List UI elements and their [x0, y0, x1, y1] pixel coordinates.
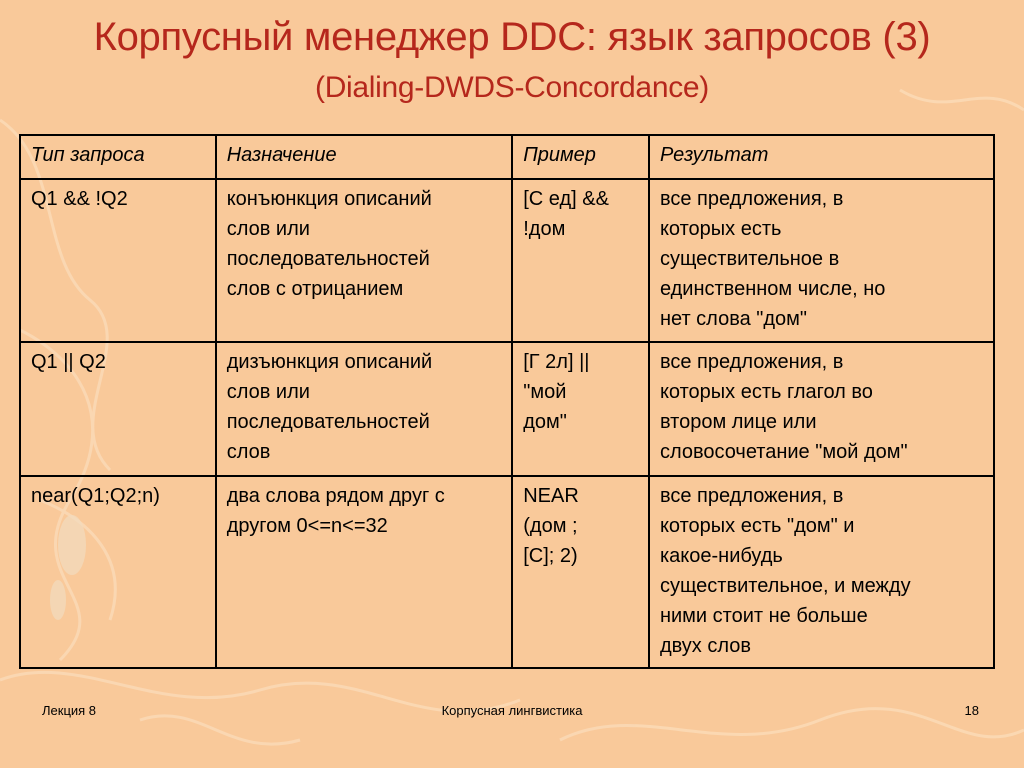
table-row: [20, 476, 994, 668]
cell-query-type: near(Q1;Q2;n): [20, 476, 216, 668]
cell-purpose: конъюнкция описаний слов или последовательностей слов с отрицанием: [216, 179, 513, 342]
cell-query-type: Q1 && !Q2: [20, 179, 216, 342]
header-query-type: Тип запроса: [20, 135, 216, 179]
slide-title: Корпусный менеджер DDC: язык запросов (3): [93, 15, 931, 59]
header-example: Пример: [512, 135, 649, 179]
cell-result: все предложения, в которых есть существительное в единственном числе, но нет слова "дом": [649, 179, 994, 342]
table-row: [20, 179, 994, 342]
table-row: [20, 342, 994, 476]
slide-subtitle: (Dialing-DWDS-Concordance): [315, 71, 709, 104]
cell-result: все предложения, в которых есть глагол во втором лице или словосочетание "мой дом": [649, 342, 994, 476]
footer-page-number: 18: [964, 703, 979, 718]
header-result: Результат: [649, 135, 994, 179]
cell-example: NEAR (дом ; [С]; 2): [512, 476, 649, 668]
cell-example: [С ед] && !дом: [512, 179, 649, 342]
table-header-row: [20, 135, 994, 179]
header-purpose: Назначение: [216, 135, 513, 179]
cell-purpose: два слова рядом друг с другом 0<=n<=32: [216, 476, 513, 668]
query-types-table: [19, 134, 995, 669]
cell-result: все предложения, в которых есть "дом" и какое-нибудь существительное, и между ними стоит не больше двух слов: [649, 476, 994, 668]
cell-purpose: дизъюнкция описаний слов или последовательностей слов: [216, 342, 513, 476]
cell-example: [Г 2л] || "мой дом": [512, 342, 649, 476]
cell-query-type: Q1 || Q2: [20, 342, 216, 476]
footer-lecture: Лекция 8: [42, 703, 97, 718]
footer-course-title: Корпусная лингвистика: [441, 703, 583, 718]
